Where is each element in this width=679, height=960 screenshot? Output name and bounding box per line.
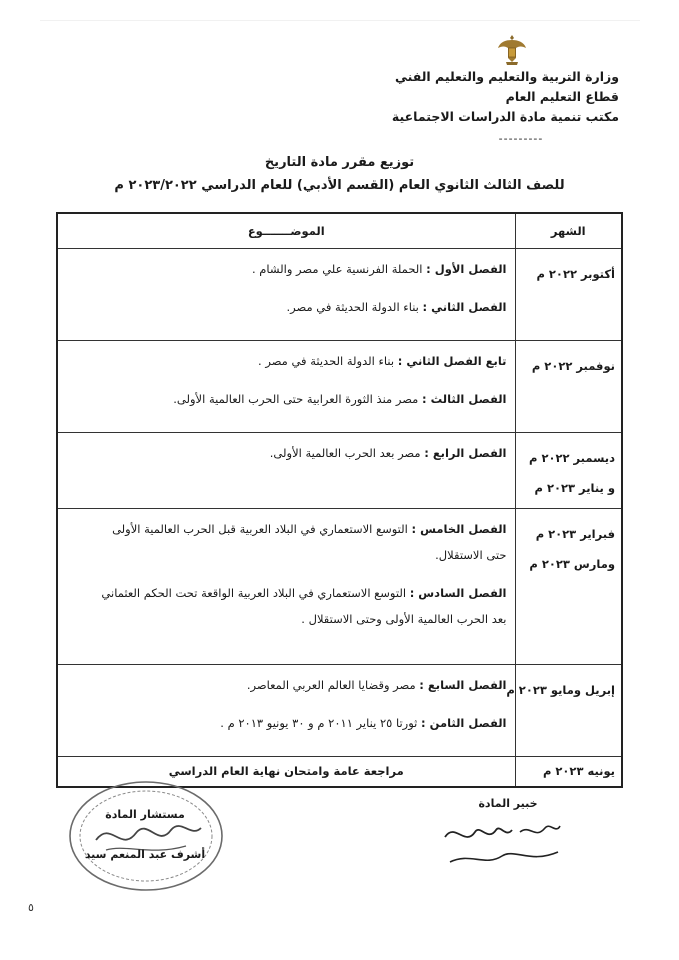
chapter-label: الفصل الخامس : [411,522,507,536]
table-row [57,665,622,757]
expert-signature-icon [440,812,565,872]
chapter-text: مصر بعد الحرب العالمية الأولى. [269,446,425,460]
expert-title: خبير المادة [478,797,538,810]
schedule-table [56,212,623,788]
advisor-title: مستشار المادة [105,808,185,821]
topic-item [66,584,507,602]
chapter-text: بعد الحرب العالمية الأولى وحتى الاستقلال . [301,612,507,626]
chapter-text: بناء الدولة الحديثة في مصر. [286,300,423,314]
topic-item [66,610,507,628]
chapter-label: الفصل الأول : [426,262,507,276]
month-label: إبريل ومايو ٢٠٢٣ م [506,683,615,697]
eagle-emblem-icon [497,32,527,68]
month-cell [515,249,622,341]
topic-item [66,444,507,462]
topic-item [66,546,507,564]
month-cell: يونيه ٢٠٢٣ م [515,757,622,787]
topic-cell [57,341,515,433]
table-row [57,341,622,433]
chapter-text: مصر منذ الثورة العرابية حتى الحرب العالمية الأولى. [173,392,422,406]
chapter-text: التوسع الاستعماري في البلاد العربية قبل الحرب العالمية الأولى [112,522,412,536]
advisor-stamp-icon [66,778,226,896]
table-row [57,249,622,341]
topic-item [66,714,507,732]
topic-cell [57,249,515,341]
chapter-label: الفصل السادس : [409,586,507,600]
topic-item [66,298,507,316]
month-cell [506,665,622,757]
chapter-text: مصر وقضايا العالم العربي المعاصر. [246,678,420,692]
month-column-header: الشهر [515,213,622,249]
chapter-label: الفصل الثالث : [421,392,507,406]
topic-cell [57,509,515,665]
topic-item [66,676,507,694]
topic-column-header: الموضـــــــوع [57,213,515,249]
table-row [57,509,622,665]
chapter-text: بناء الدولة الحديثة في مصر . [258,354,398,368]
chapter-label: الفصل السابع : [419,678,507,692]
ministry-name: وزارة التربية والتعليم والتعليم الفني [394,69,619,84]
topic-item [66,260,507,278]
sector-name: قطاع التعليم العام [505,89,619,104]
chapter-label: الفصل الثامن : [421,716,507,730]
chapter-label: تابع الفصل الثاني : [397,354,507,368]
topic-cell [57,665,515,757]
month-label: أكتوبر ٢٠٢٢ م [536,267,615,281]
topic-item [66,390,507,408]
topic-cell [57,433,515,509]
month-cell [515,433,622,509]
chapter-text: حتى الاستقلال. [435,548,507,562]
month-cell [515,341,622,433]
topic-cell: مراجعة عامة وامتحان نهاية العام الدراسي [57,757,515,787]
topic-item [66,352,507,370]
ministry-header [319,67,619,127]
chapter-text: ثورتا ٢٥ يناير ٢٠١١ م و ٣٠ يونيو ٢٠١٣ م . [220,716,422,730]
office-name: مكتب تنمية مادة الدراسات الاجتماعية [391,109,619,124]
chapter-text: الحملة الفرنسية علي مصر والشام . [251,262,427,276]
document-title: توزيع مقرر مادة التاريخ [264,155,415,170]
chapter-label: الفصل الثاني : [422,300,507,314]
topic-item [66,520,507,538]
chapter-text: التوسع الاستعماري في البلاد العربية الواقعة تحت الحكم العثماني [101,586,410,600]
month-label: و يناير ٢٠٢٣ م [534,481,615,495]
header-separator: --------- [498,132,544,145]
page-number: ٥ [28,901,34,914]
table-header-row [57,213,622,249]
month-label: فبراير ٢٠٢٣ م [535,527,615,541]
month-label: ومارس ٢٠٢٣ م [529,557,615,571]
advisor-name: أشرف عبد المنعم سيد [84,848,206,861]
table-row [57,433,622,509]
chapter-label: الفصل الرابع : [424,446,507,460]
document-subtitle: للصف الثالث الثانوي العام (القسم الأدبي) للعام الدراسي ٢٠٢٣/٢٠٢٢ م [114,178,565,193]
month-label: ديسمبر ٢٠٢٢ م [529,451,615,465]
month-cell [515,509,622,665]
month-label: نوفمبر ٢٠٢٢ م [531,359,615,373]
